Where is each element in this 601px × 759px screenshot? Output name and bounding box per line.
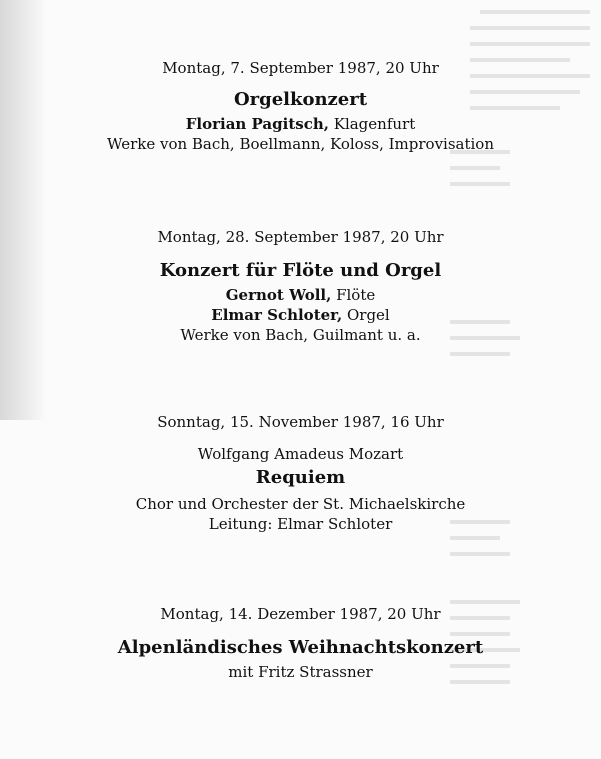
event-title: Alpenländisches Weihnachtskonzert <box>117 637 484 658</box>
event-3 <box>0 413 601 534</box>
event-date: Montag, 28. September 1987, 20 Uhr <box>157 228 444 246</box>
event-title: Orgelkonzert <box>233 89 368 110</box>
performer-line: Florian Pagitsch, Klagenfurt <box>185 115 416 133</box>
performer-line: Chor und Orchester der St. Michaelskirche <box>135 495 466 513</box>
program-line: Werke von Bach, Guilmant u. a. <box>180 326 421 344</box>
composer-line: Wolfgang Amadeus Mozart <box>197 445 404 463</box>
event-date: Montag, 7. September 1987, 20 Uhr <box>162 59 439 77</box>
event-2 <box>0 228 601 345</box>
event-4 <box>0 605 601 682</box>
conductor-line: Leitung: Elmar Schloter <box>208 515 393 533</box>
performer-line: Elmar Schloter, Orgel <box>211 306 390 324</box>
event-title: Requiem <box>255 467 346 488</box>
event-1 <box>0 59 601 154</box>
event-date: Sonntag, 15. November 1987, 16 Uhr <box>157 413 444 431</box>
guest-line: mit Fritz Strassner <box>228 663 373 681</box>
event-title: Konzert für Flöte und Orgel <box>159 260 442 281</box>
program-line: Werke von Bach, Boellmann, Koloss, Improvisation <box>107 135 494 153</box>
event-date: Montag, 14. Dezember 1987, 20 Uhr <box>160 605 441 623</box>
performer-line: Gernot Woll, Flöte <box>225 286 376 304</box>
